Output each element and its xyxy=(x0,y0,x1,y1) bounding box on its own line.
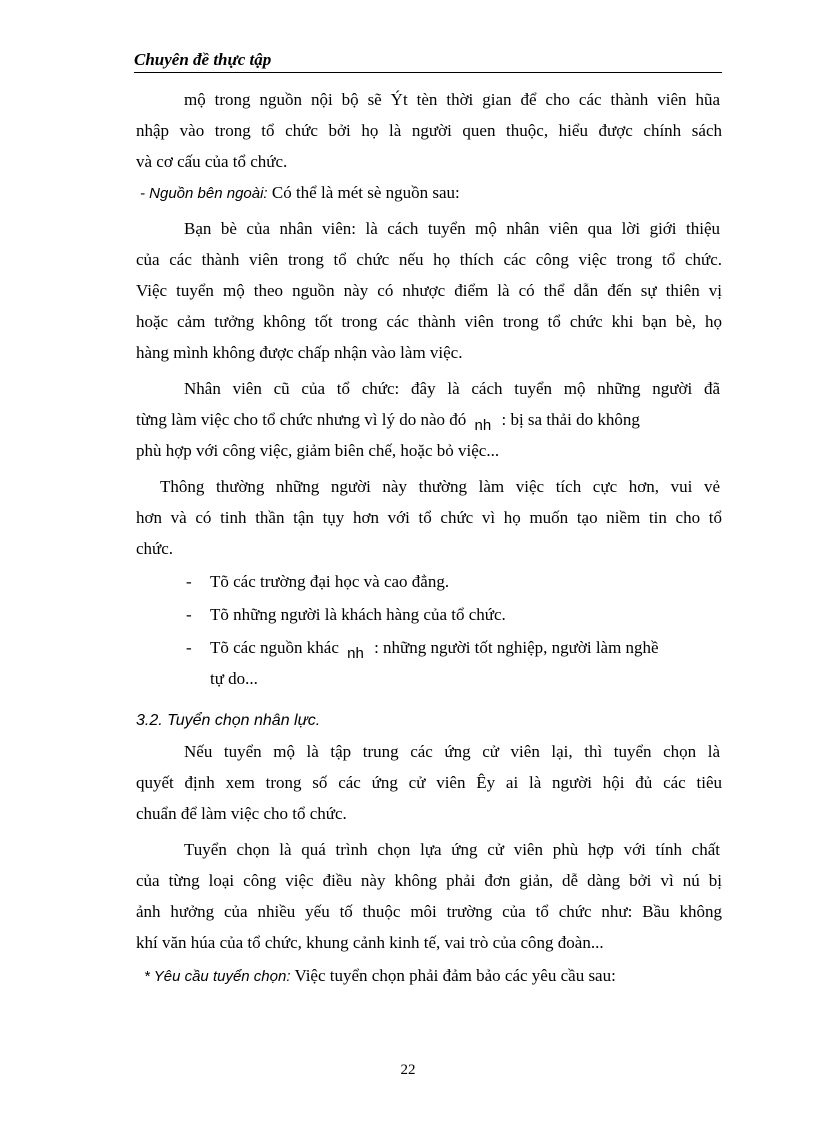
body-line: chức. xyxy=(136,539,174,558)
list-item: Tõ các trường đại học và cao đẳng. xyxy=(210,572,450,591)
body-line: của từng loại công việc điều này không phải đơn giản, dễ dàng bởi vì nú bị xyxy=(136,871,722,890)
requirement-text: Việc tuyển chọn phải đảm bảo các yêu cầu sau: xyxy=(294,966,616,985)
body-line: phù hợp với công việc, giảm biên chế, hoặc bỏ việc... xyxy=(136,441,500,460)
abbrev-nh: nh xyxy=(347,645,364,662)
page-header xyxy=(134,50,722,73)
page-number: 22 xyxy=(400,1062,416,1078)
line-text: từng làm việc cho tổ chức nhưng vì lý do nào đó xyxy=(136,410,467,429)
body-line: Bạn bè của nhân viên: là cách tuyển mộ nhân viên qua lời giới thiệu xyxy=(184,219,720,238)
section-text: Có thể là mét sè nguồn sau: xyxy=(271,183,460,202)
bullet-dash: - xyxy=(186,605,192,624)
list-item: Tõ những người là khách hàng của tổ chức. xyxy=(210,605,506,624)
abbrev-nh: nh xyxy=(474,417,492,434)
list-item xyxy=(210,638,659,662)
body-line: nhập vào trong tổ chức bởi họ là người quen thuộc, hiểu được chính sách xyxy=(136,121,722,140)
body-line: hơn và có tinh thần tận tụy hơn với tổ chức vì họ muốn tạo niềm tin cho tổ xyxy=(136,508,722,527)
body-line: mộ trong nguồn nội bộ sẽ Ýt tèn thời gian để cho các thành viên hũa xyxy=(184,90,720,109)
body-line: chuẩn để làm việc cho tổ chức. xyxy=(136,804,347,823)
line-text: : những người tốt nghiệp, người làm nghề xyxy=(374,638,659,657)
body-line: Thông thường những người này thường làm việc tích cực hơn, vui vẻ xyxy=(160,477,720,496)
body-line: ảnh hưởng của nhiều yếu tố thuộc môi trường của tổ chức như: Bầu không xyxy=(136,902,722,921)
body-line: hoặc cảm tưởng không tốt trong các thành viên trong tổ chức khi bạn bè, họ xyxy=(136,312,722,331)
header-title: Chuyên đề thực tập xyxy=(134,50,272,69)
section-label: - Nguồn bên ngoài: xyxy=(140,185,268,202)
requirement-label: * Yêu cầu tuyển chọn: xyxy=(144,968,291,985)
body-line: Việc tuyển mộ theo nguồn này có nhược điểm là có thể dẫn đến sự thiên vị xyxy=(136,281,722,300)
body-line xyxy=(144,966,616,986)
body-line xyxy=(140,183,460,203)
body-line xyxy=(136,410,640,434)
section-heading: 3.2. Tuyển chọn nhân lực. xyxy=(136,712,321,729)
bullet-dash: - xyxy=(186,638,192,657)
bullet-dash: - xyxy=(186,572,192,591)
body-line: Nếu tuyển mộ là tập trung các ứng cử viên lại, thì tuyển chọn là xyxy=(184,742,720,761)
body-line: và cơ cấu của tổ chức. xyxy=(136,152,288,171)
list-item-cont: tự do... xyxy=(210,669,258,688)
body-line: của các thành viên trong tổ chức nếu họ thích các công việc trong tổ chức. xyxy=(136,250,722,269)
body-line: khí văn húa của tổ chức, khung cảnh kinh tế, vai trò của công đoàn... xyxy=(136,933,604,952)
line-text: : bị sa thải do không xyxy=(501,410,640,429)
line-text: Tõ các nguồn khác xyxy=(210,638,339,657)
body-line: hàng mình không được chấp nhận vào làm việc. xyxy=(136,343,463,362)
body-line: Tuyển chọn là quá trình chọn lựa ứng cử viên phù hợp với tính chất xyxy=(184,840,720,859)
body-line: Nhân viên cũ của tổ chức: đây là cách tuyển mộ những người đã xyxy=(184,379,720,398)
body-line: quyết định xem trong số các ứng cử viên Êy ai là người hội đủ các tiêu xyxy=(136,773,722,792)
